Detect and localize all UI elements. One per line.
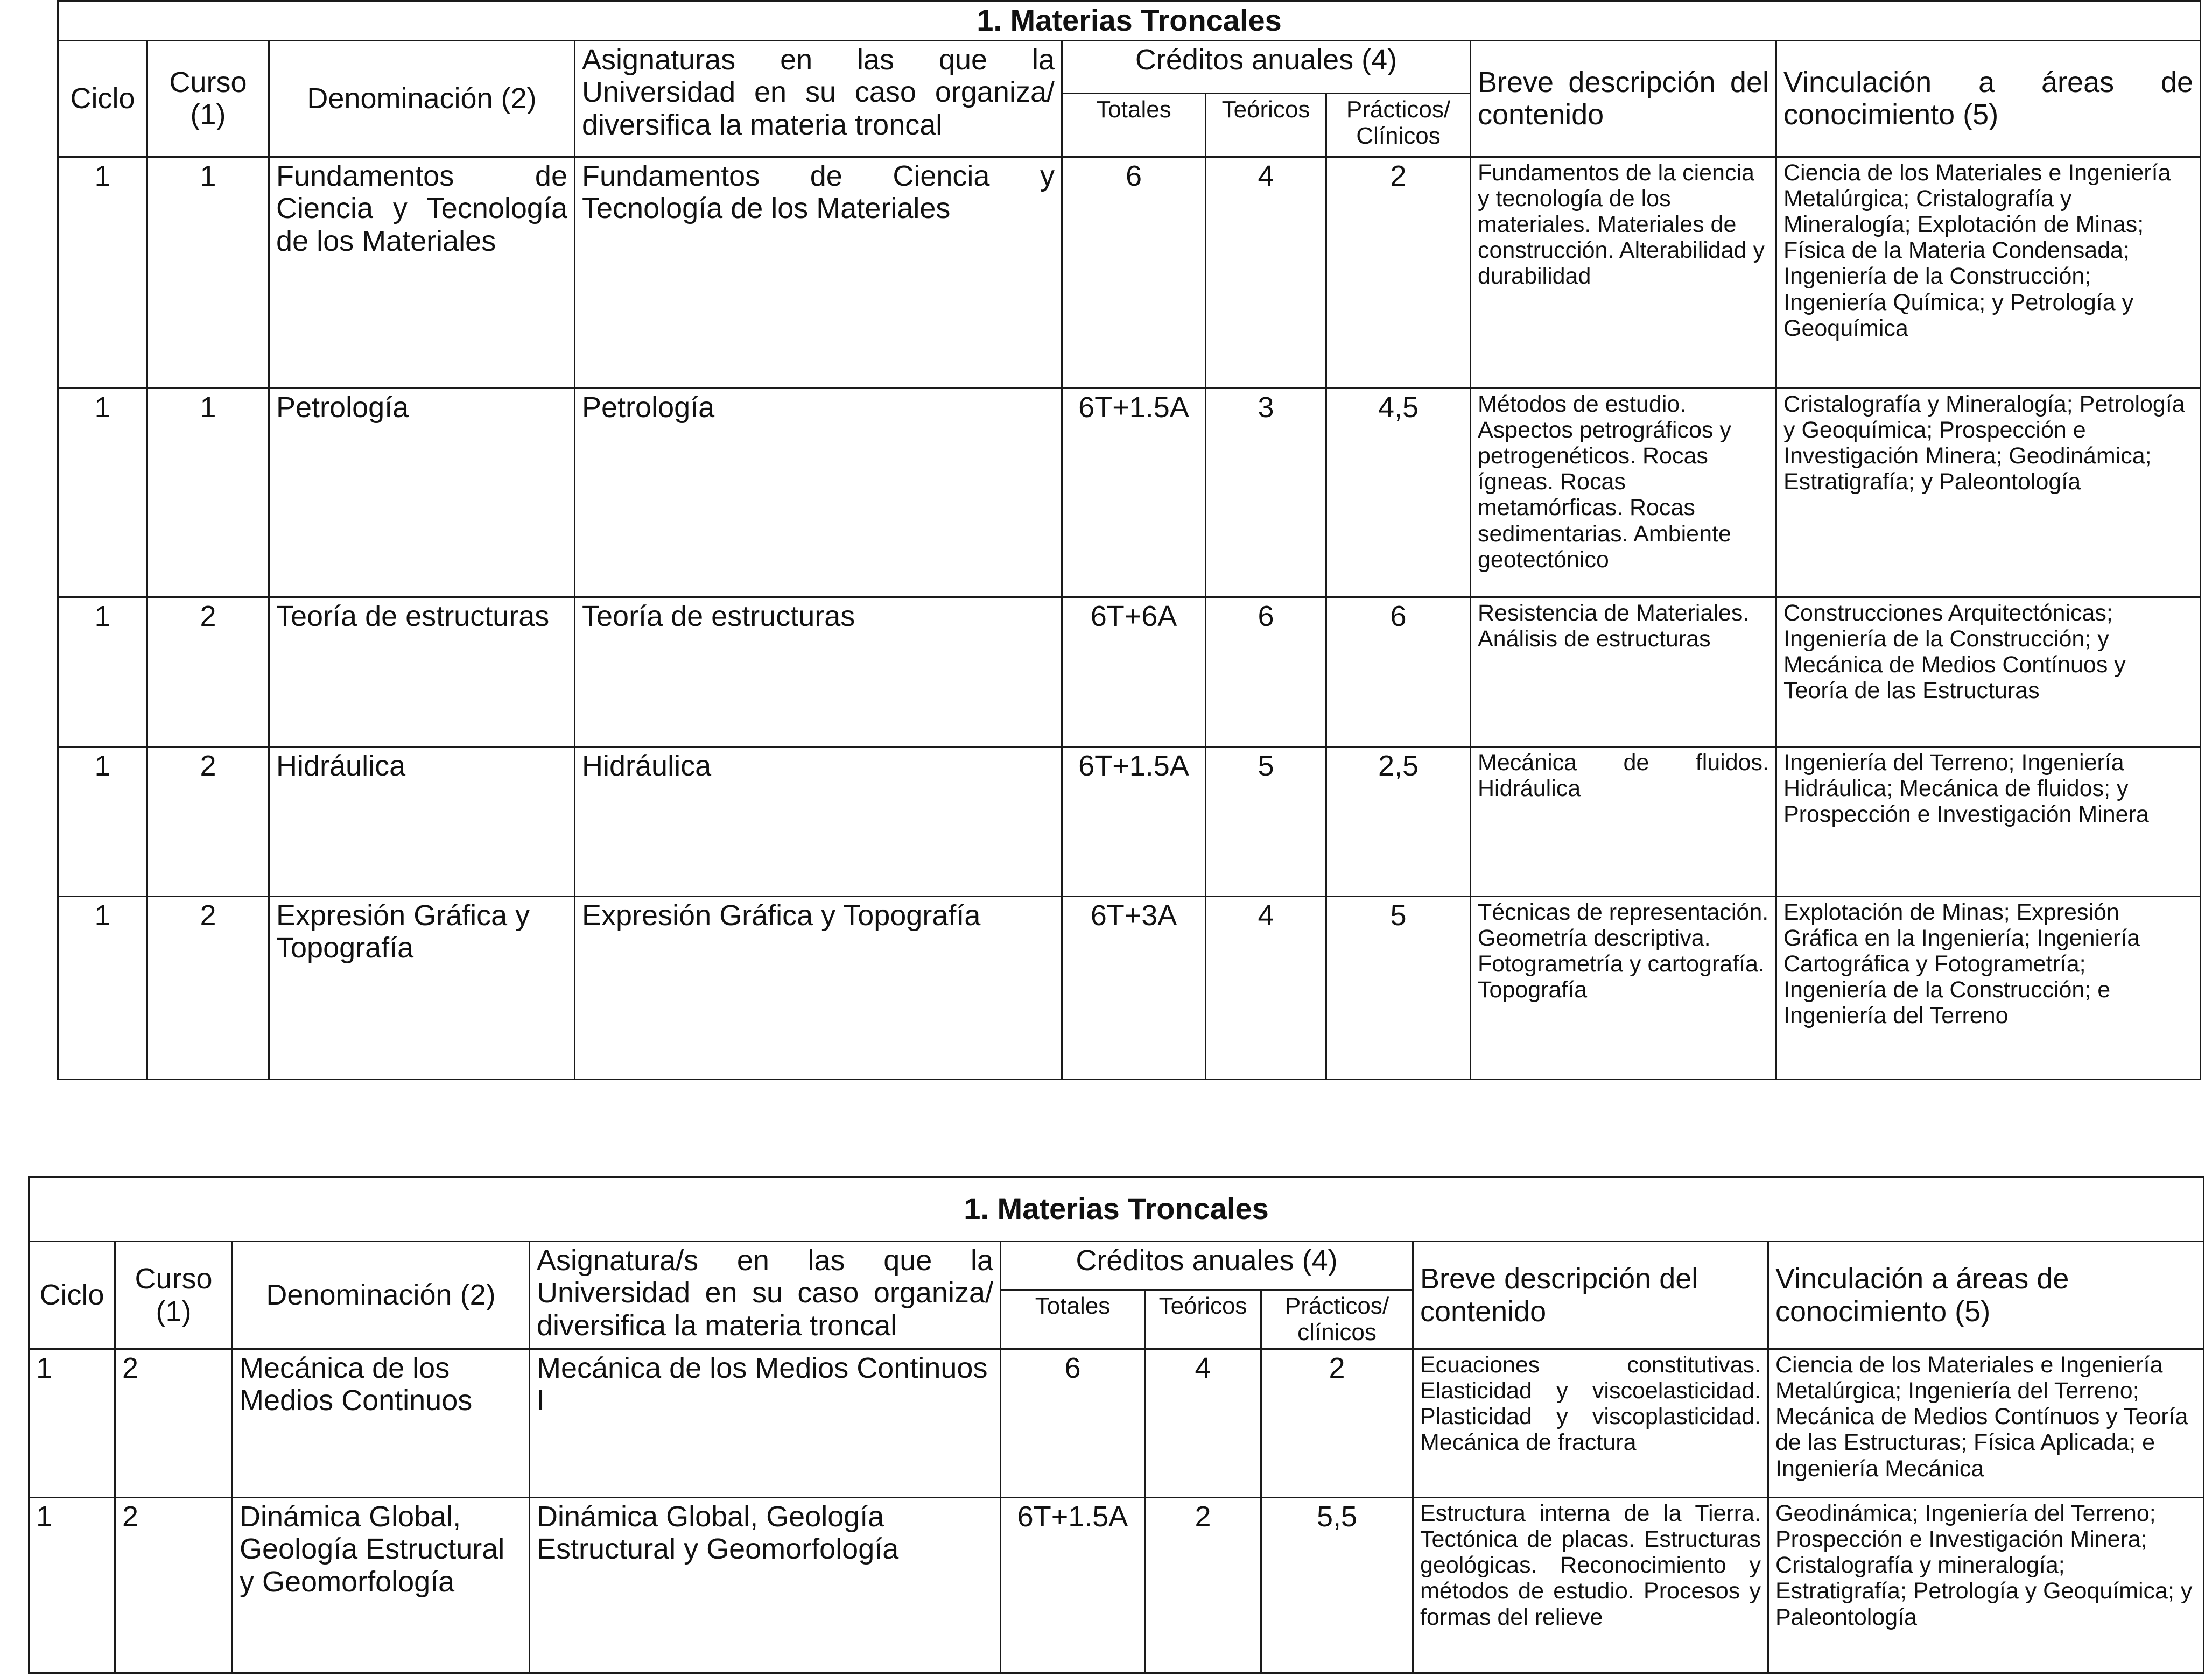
cell-ciclo: 1 xyxy=(29,1498,115,1673)
cell-asignatura: Fundamentos de Ciencia y Tecnología de los Materiales xyxy=(575,157,1062,388)
cell-denominacion: Petrología xyxy=(269,388,575,597)
cell-totales: 6 xyxy=(1062,157,1206,388)
header-asignaturas: Asignaturas en las que la Universidad en su caso organiza/ diversifica la materia troncal xyxy=(575,40,1062,157)
cell-ciclo: 1 xyxy=(58,746,148,896)
cell-descripcion: Técnicas de representación. Geometría descriptiva. Fotogrametría y cartografía. Topografía xyxy=(1471,896,1776,1079)
cell-denominacion: Hidráulica xyxy=(269,746,575,896)
cell-vinculacion: Cristalografía y Mineralogía; Petrología y Geoquímica; Prospección e Investigación Minera; Geodinámica; Estratigrafía; y Paleontología xyxy=(1776,388,2201,597)
table-row xyxy=(58,597,2201,746)
cell-denominacion: Fundamentos de Ciencia y Tecnología de los Materiales xyxy=(269,157,575,388)
header-descripcion: Breve descripción del contenido xyxy=(1471,40,1776,157)
table-title: 1. Materias Troncales xyxy=(58,1,2201,41)
cell-teoricos: 3 xyxy=(1206,388,1326,597)
header-creditos: Créditos anuales (4) xyxy=(1001,1242,1413,1290)
cell-curso: 1 xyxy=(148,157,269,388)
cell-descripcion: Resistencia de Materiales. Análisis de estructuras xyxy=(1471,597,1776,746)
cell-totales: 6T+3A xyxy=(1062,896,1206,1079)
cell-practicos: 6 xyxy=(1326,597,1471,746)
cell-totales: 6T+1.5A xyxy=(1001,1498,1145,1673)
header-denominacion: Denominación (2) xyxy=(233,1242,530,1349)
cell-teoricos: 5 xyxy=(1206,746,1326,896)
cell-vinculacion: Ciencia de los Materiales e Ingeniería Metalúrgica; Cristalografía y Mineralogía; Explotación de Minas; Física de la Materia Condensada; Ingeniería de la Construcción; Ingeniería Química; y Petrología y Geoquímica xyxy=(1776,157,2201,388)
header-descripcion: Breve descripción del contenido xyxy=(1413,1242,1768,1349)
cell-totales: 6T+1.5A xyxy=(1062,746,1206,896)
cell-denominacion: Expresión Gráfica y Topografía xyxy=(269,896,575,1079)
cell-asignatura: Petrología xyxy=(575,388,1062,597)
header-vinculacion: Vinculación a áreas de conocimiento (5) xyxy=(1768,1242,2204,1349)
cell-vinculacion: Ingeniería del Terreno; Ingeniería Hidráulica; Mecánica de fluidos; y Prospección e Investigación Minera xyxy=(1776,746,2201,896)
cell-denominacion: Dinámica Global, Geología Estructural y Geomorfología xyxy=(233,1498,530,1673)
header-creditos: Créditos anuales (4) xyxy=(1062,40,1471,93)
header-ciclo: Ciclo xyxy=(29,1242,115,1349)
cell-practicos: 2 xyxy=(1261,1349,1413,1498)
header-vinculacion: Vinculación a áreas de conocimiento (5) xyxy=(1776,40,2201,157)
header-curso: Curso (1) xyxy=(148,40,269,157)
cell-curso: 2 xyxy=(148,597,269,746)
table-row xyxy=(58,896,2201,1079)
cell-teoricos: 4 xyxy=(1206,896,1326,1079)
cell-vinculacion: Geodinámica; Ingeniería del Terreno; Prospección e Investigación Minera; Cristalografía y mineralogía; Estratigrafía; Petrología y Geoquímica; y Paleontología xyxy=(1768,1498,2204,1673)
cell-practicos: 2,5 xyxy=(1326,746,1471,896)
cell-descripcion: Mecánica de fluidos. Hidráulica xyxy=(1471,746,1776,896)
materias-troncales-table-1 xyxy=(57,0,2201,1080)
cell-ciclo: 1 xyxy=(29,1349,115,1498)
header-practicos: Prácticos/ Clínicos xyxy=(1326,93,1471,157)
header-totales: Totales xyxy=(1001,1290,1145,1349)
cell-descripcion: Ecuaciones constitutivas. Elasticidad y viscoelasticidad. Plasticidad y viscoplasticidad. Mecánica de fractura xyxy=(1413,1349,1768,1498)
cell-totales: 6T+6A xyxy=(1062,597,1206,746)
cell-denominacion: Mecánica de los Medios Continuos xyxy=(233,1349,530,1498)
cell-descripcion: Fundamentos de la ciencia y tecnología de los materiales. Materiales de construcción. Alterabilidad y durabilidad xyxy=(1471,157,1776,388)
cell-asignatura: Dinámica Global, Geología Estructural y Geomorfología xyxy=(530,1498,1001,1673)
cell-teoricos: 4 xyxy=(1206,157,1326,388)
materias-troncales-table-2 xyxy=(28,1176,2204,1674)
cell-curso: 1 xyxy=(148,388,269,597)
cell-teoricos: 4 xyxy=(1145,1349,1261,1498)
cell-curso: 2 xyxy=(148,746,269,896)
cell-vinculacion: Construcciones Arquitectónicas; Ingeniería de la Construcción; y Mecánica de Medios Contínuos y Teoría de las Estructuras xyxy=(1776,597,2201,746)
cell-ciclo: 1 xyxy=(58,157,148,388)
cell-practicos: 2 xyxy=(1326,157,1471,388)
cell-denominacion: Teoría de estructuras xyxy=(269,597,575,746)
table-title: 1. Materias Troncales xyxy=(29,1177,2204,1242)
cell-ciclo: 1 xyxy=(58,388,148,597)
table-row xyxy=(58,157,2201,388)
cell-curso: 2 xyxy=(148,896,269,1079)
cell-ciclo: 1 xyxy=(58,896,148,1079)
table-row xyxy=(58,746,2201,896)
cell-descripcion: Estructura interna de la Tierra. Tectónica de placas. Estructuras geológicas. Reconocimiento y métodos de estudio. Procesos y formas del relieve xyxy=(1413,1498,1768,1673)
header-ciclo: Ciclo xyxy=(58,40,148,157)
cell-vinculacion: Ciencia de los Materiales e Ingeniería Metalúrgica; Ingeniería del Terreno; Mecánica de Medios Contínuos y Teoría de las Estructuras; Física Aplicada; e Ingeniería Mecánica xyxy=(1768,1349,2204,1498)
cell-practicos: 5,5 xyxy=(1261,1498,1413,1673)
cell-descripcion: Métodos de estudio. Aspectos petrográficos y petrogenéticos. Rocas ígneas. Rocas metamórficas. Rocas sedimentarias. Ambiente geotectónico xyxy=(1471,388,1776,597)
cell-asignatura: Hidráulica xyxy=(575,746,1062,896)
header-asignaturas: Asignatura/s en las que la Universidad en su caso organiza/ diversifica la materia troncal xyxy=(530,1242,1001,1349)
header-practicos: Prácticos/ clínicos xyxy=(1261,1290,1413,1349)
cell-asignatura: Mecánica de los Medios Continuos I xyxy=(530,1349,1001,1498)
cell-vinculacion: Explotación de Minas; Expresión Gráfica en la Ingeniería; Ingeniería Cartográfica y Fotogrametría; Ingeniería de la Construcción; e Ingeniería del Terreno xyxy=(1776,896,2201,1079)
table-row xyxy=(29,1349,2204,1498)
header-teoricos: Teóricos xyxy=(1206,93,1326,157)
header-totales: Totales xyxy=(1062,93,1206,157)
header-curso: Curso (1) xyxy=(115,1242,233,1349)
cell-teoricos: 2 xyxy=(1145,1498,1261,1673)
table-row xyxy=(29,1498,2204,1673)
cell-asignatura: Teoría de estructuras xyxy=(575,597,1062,746)
header-denominacion: Denominación (2) xyxy=(269,40,575,157)
cell-curso: 2 xyxy=(115,1349,233,1498)
cell-ciclo: 1 xyxy=(58,597,148,746)
cell-totales: 6T+1.5A xyxy=(1062,388,1206,597)
cell-practicos: 4,5 xyxy=(1326,388,1471,597)
cell-practicos: 5 xyxy=(1326,896,1471,1079)
cell-curso: 2 xyxy=(115,1498,233,1673)
table-row xyxy=(58,388,2201,597)
cell-teoricos: 6 xyxy=(1206,597,1326,746)
cell-totales: 6 xyxy=(1001,1349,1145,1498)
header-teoricos: Teóricos xyxy=(1145,1290,1261,1349)
cell-asignatura: Expresión Gráfica y Topografía xyxy=(575,896,1062,1079)
